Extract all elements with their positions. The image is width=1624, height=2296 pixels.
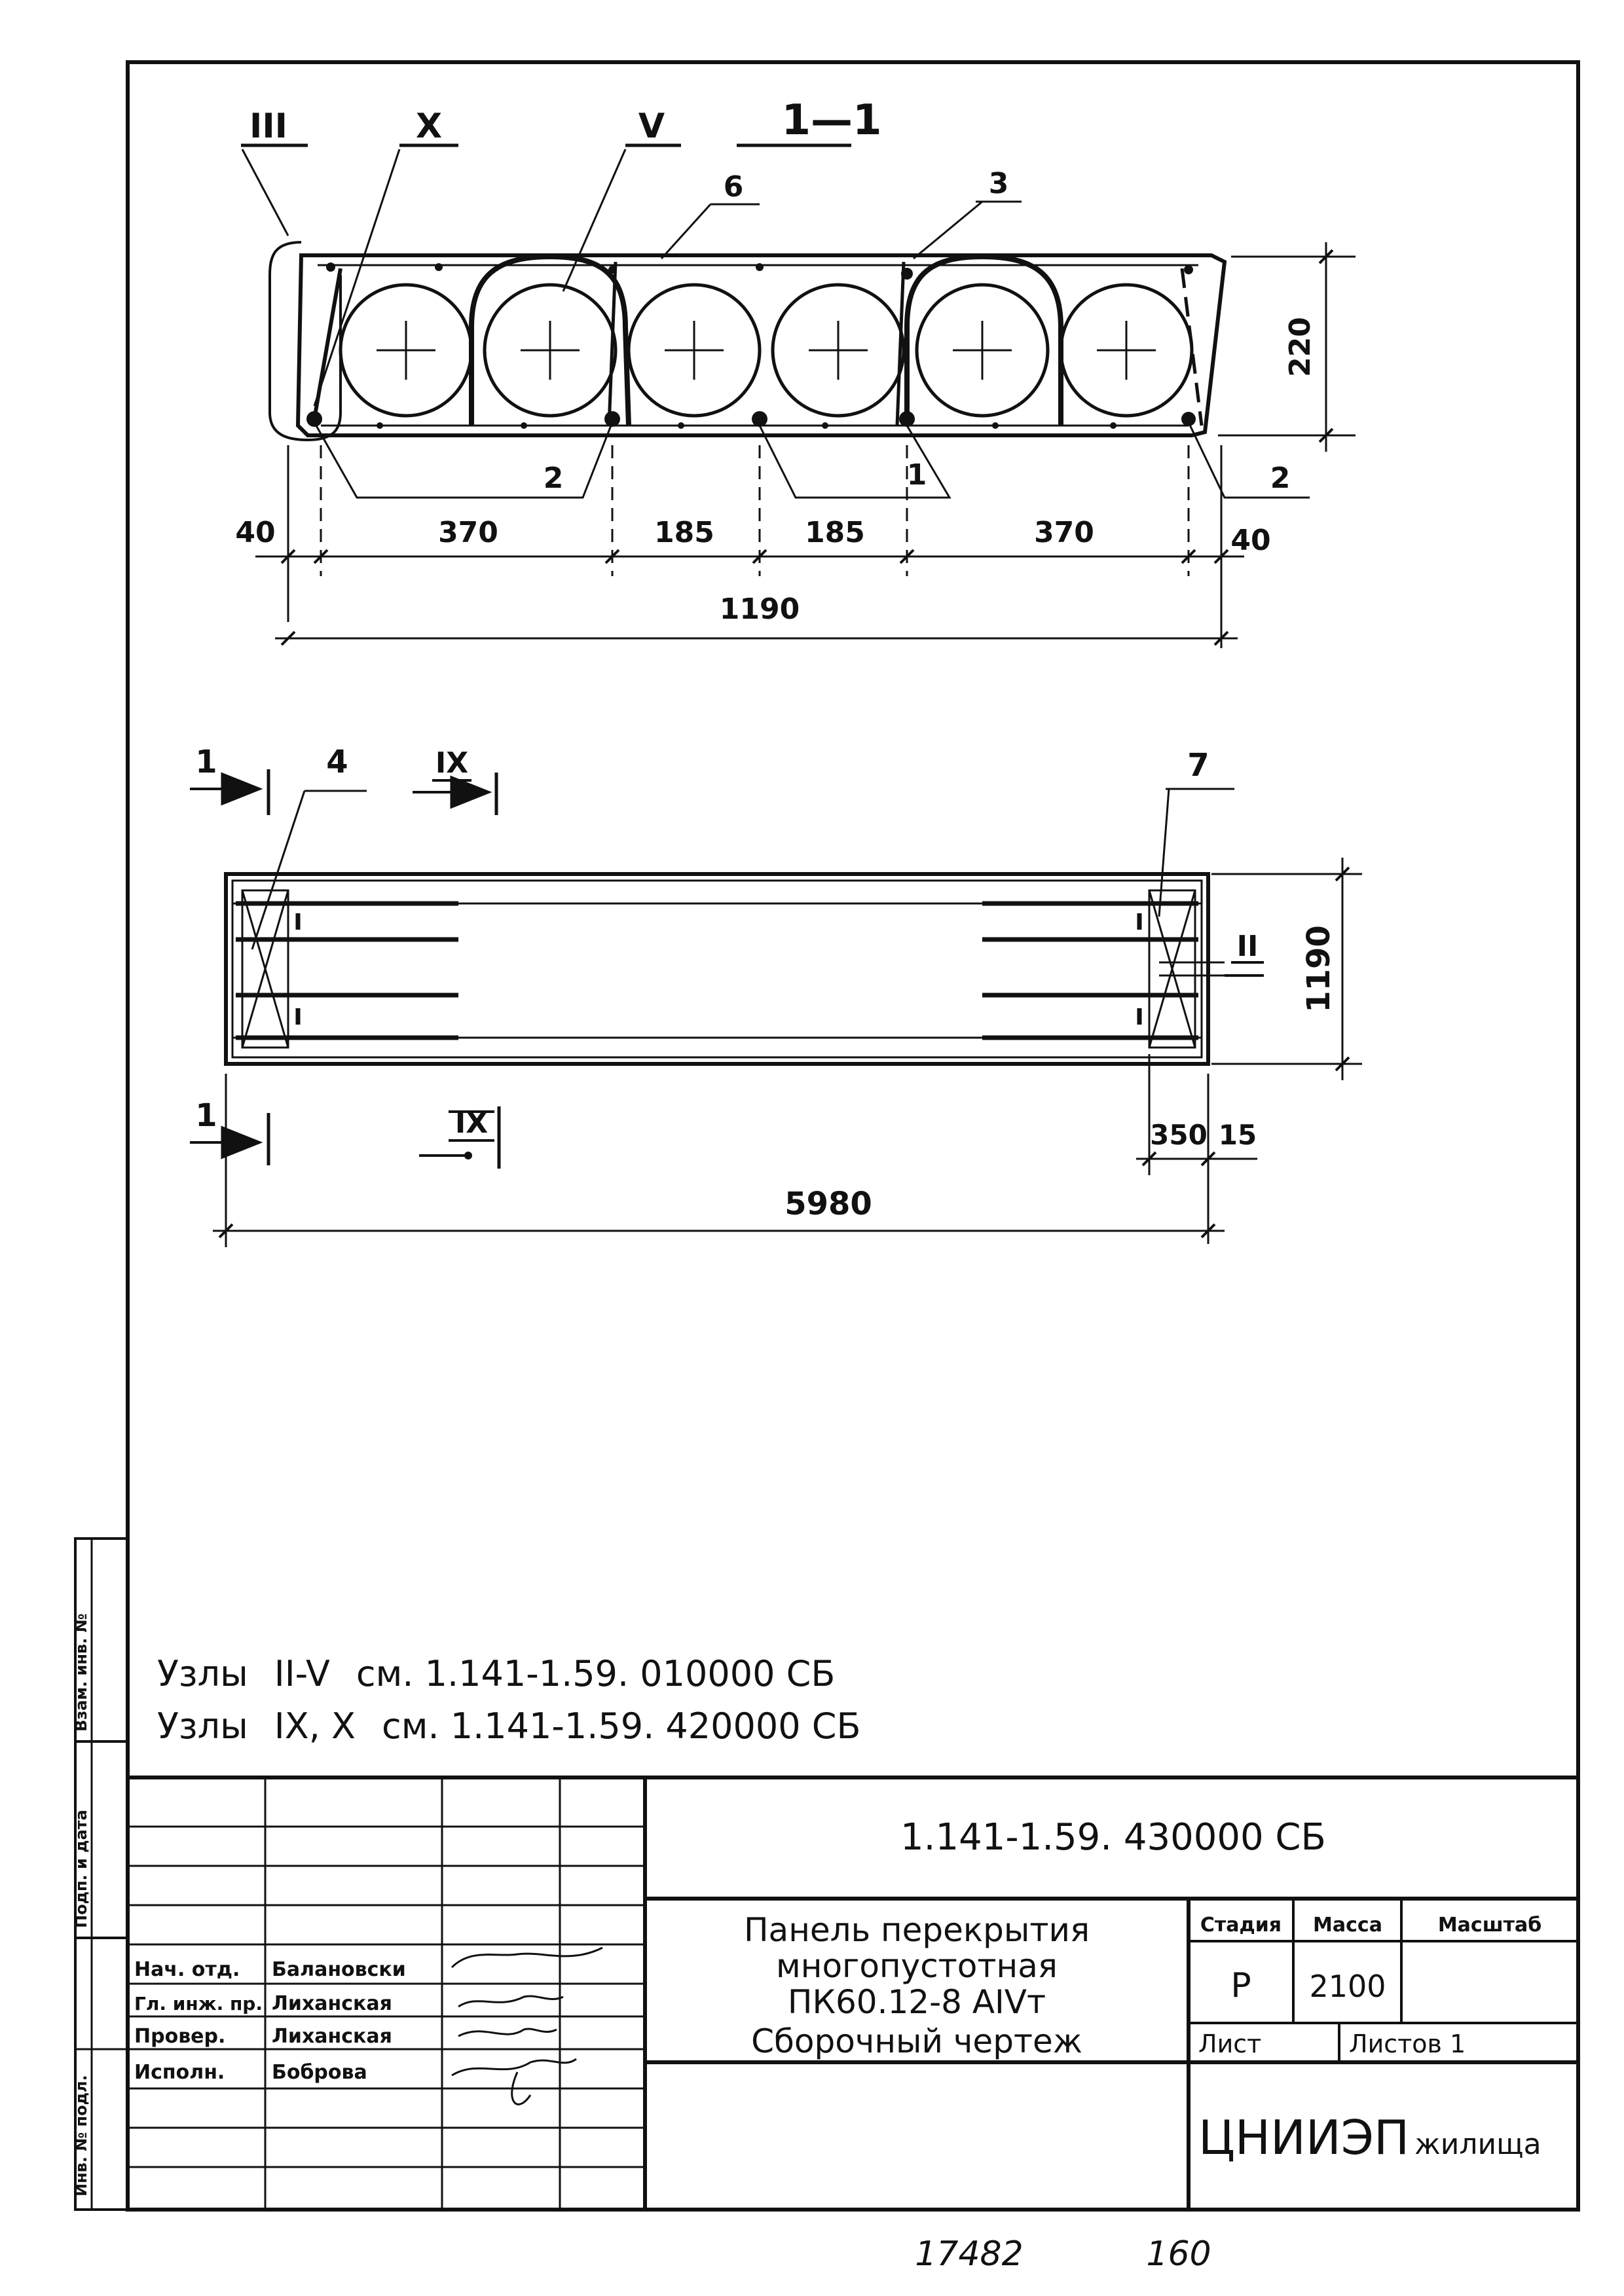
person-role-1: Гл. инж. пр. [134,1993,263,2014]
dim-plan-length: 5980 [784,1186,872,1222]
note-2-ref: см. 1.141-1.59. 420000 СБ [382,1705,861,1747]
callout-pos-6: 6 [723,170,744,204]
org-suffix: жилища [1414,2128,1541,2161]
dim-370-left: 370 [438,516,498,549]
side-stamp [72,1539,128,2210]
callout-pos-3: 3 [988,167,1009,200]
stamp-inventory-number: Инв. № подл. [72,2075,90,2196]
person-role-2: Провер. [134,2025,226,2048]
note-1-nodes: II-V [274,1653,330,1694]
person-name-3: Боброва [272,2061,367,2084]
person-role-3: Исполн. [134,2061,225,2084]
stamp-replacement-inventory: Взам. инв. № [72,1613,90,1732]
hollow-core [917,285,1048,416]
dim-plan-width: 1190 [1301,925,1337,1013]
stamp-signature-date: Подп. и дата [72,1810,90,1928]
stage-label: Стадия [1200,1914,1282,1937]
callout-pos-2-right: 2 [1270,462,1291,495]
drawing-name-line-3: ПК60.12-8 АIVт [787,1983,1046,2021]
callout-node-V: V [638,107,665,146]
callout-pos-4: 4 [326,744,348,780]
mass-label: Масса [1313,1914,1382,1937]
dim-end-15: 15 [1218,1119,1257,1151]
dim-185-left: 185 [654,516,714,549]
callout-node-III: III [249,107,288,146]
node-mark-IX-bottom: IX [454,1106,489,1140]
drawing-name-line-2: многопустотная [776,1947,1058,1985]
dim-40-right: 40 [1230,524,1271,557]
note-2-label: Узлы [157,1705,248,1747]
footer-page-number: 160 [1146,2234,1211,2274]
hollow-core [629,285,760,416]
plan-view [190,744,1362,1247]
callout-pos-7: 7 [1187,747,1209,784]
sheet-label: Лист [1198,2030,1262,2058]
note-1-label: Узлы [157,1653,248,1694]
person-role-0: Нач. отд. [134,1958,240,1981]
title-block [128,1777,1578,2210]
cut-mark-1-bottom: 1 [195,1097,217,1134]
note-line-2 [157,1705,860,1747]
callout-pos-2-left: 2 [543,462,564,495]
dim-185-right: 185 [805,516,865,549]
callout-node-X: X [415,107,443,146]
note-line-1 [157,1653,835,1694]
signatures [452,1948,602,2104]
hollow-core [341,285,471,416]
stage-value: Р [1230,1966,1251,2005]
drawing-name-line-1: Панель перекрытия [743,1911,1090,1949]
hollow-cores [341,285,1192,416]
dim-total-width: 1190 [719,592,800,626]
drawing-designation: 1.141-1.59. 430000 СБ [900,1816,1326,1859]
dim-end-350: 350 [1150,1119,1208,1151]
dim-40-left: 40 [235,516,276,549]
section-title: 1—1 [781,96,882,145]
footer-archive-number: 17482 [915,2234,1024,2274]
cut-mark-1-top: 1 [195,744,217,780]
hollow-core [485,285,616,416]
cross-section-1-1 [235,96,1356,648]
notes [157,1653,860,1747]
node-mark-IX-top: IX [435,746,469,780]
person-name-1: Лиханская [272,1992,392,2015]
dim-height: 220 [1283,317,1317,377]
hollow-core [773,285,904,416]
dim-370-right: 370 [1034,516,1094,549]
org-main: ЦНИИЭП [1198,2110,1410,2165]
note-1-ref: см. 1.141-1.59. 010000 СБ [356,1653,836,1694]
note-2-nodes: IX, X [274,1705,356,1747]
person-name-2: Лиханская [272,2025,392,2048]
person-name-0: Балановски [272,1958,406,1981]
mass-value: 2100 [1309,1969,1386,2004]
organization-name [1198,2110,1541,2165]
sheet-frame [128,62,1578,2210]
hollow-core [1061,285,1192,416]
callout-pos-1: 1 [906,458,927,492]
callout-node-II: II [1236,930,1259,963]
drawing-name-line-4: Сборочный чертеж [751,2022,1082,2060]
sheets-count-label: Листов 1 [1349,2030,1466,2058]
scale-label: Масштаб [1437,1914,1542,1937]
